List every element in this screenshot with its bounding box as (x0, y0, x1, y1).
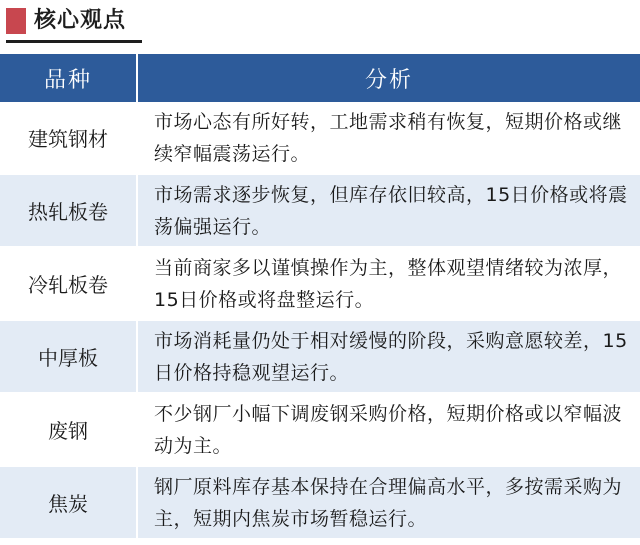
analysis-cell: 钢厂原料库存基本保持在合理偏高水平，多按需采购为主，短期内焦炭市场暂稳运行。 (137, 466, 640, 539)
table-row (0, 174, 640, 247)
table-row (0, 320, 640, 393)
analysis-cell: 不少钢厂小幅下调废钢采购价格，短期价格或以窄幅波动为主。 (137, 393, 640, 466)
views-table (0, 54, 640, 540)
variety-cell: 建筑钢材 (0, 102, 137, 174)
section-header (0, 0, 640, 46)
table-row (0, 247, 640, 320)
variety-cell: 废钢 (0, 393, 137, 466)
analysis-cell: 当前商家多以谨慎操作为主，整体观望情绪较为浓厚，15日价格或将盘整运行。 (137, 247, 640, 320)
section-marker-icon (6, 8, 26, 34)
table-row (0, 102, 640, 174)
variety-cell: 热轧板卷 (0, 174, 137, 247)
header-variety: 品种 (0, 54, 137, 102)
section-title: 核心观点 (34, 8, 127, 33)
analysis-cell: 市场消耗量仍处于相对缓慢的阶段，采购意愿较差，15日价格持稳观望运行。 (137, 320, 640, 393)
variety-cell: 焦炭 (0, 466, 137, 539)
analysis-cell: 市场心态有所好转，工地需求稍有恢复，短期价格或继续窄幅震荡运行。 (137, 102, 640, 174)
header-analysis: 分析 (137, 54, 640, 102)
variety-cell: 冷轧板卷 (0, 247, 137, 320)
table-row (0, 466, 640, 539)
title-underline (6, 40, 142, 43)
table-header (0, 54, 640, 102)
table-body (0, 102, 640, 539)
variety-cell: 中厚板 (0, 320, 137, 393)
analysis-cell: 市场需求逐步恢复，但库存依旧较高，15日价格或将震荡偏强运行。 (137, 174, 640, 247)
header-row (0, 54, 640, 102)
table-row (0, 393, 640, 466)
